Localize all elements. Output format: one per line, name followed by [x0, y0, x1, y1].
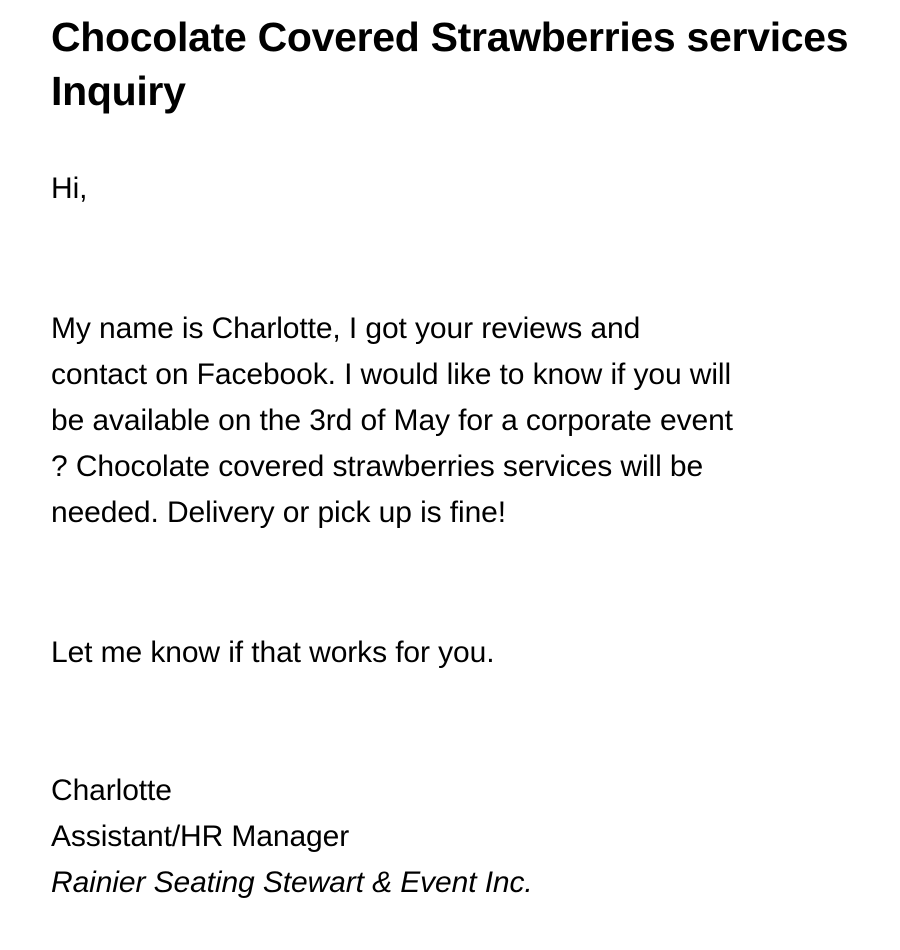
body-line: ? Chocolate covered strawberries services will be: [51, 450, 704, 483]
signature-title: Assistant/HR Manager: [51, 820, 350, 853]
email-signature: [51, 768, 871, 906]
signature-company: Rainier Seating Stewart & Event Inc.: [51, 866, 533, 899]
email-closing: Let me know if that works for you.: [51, 636, 495, 669]
email-body-paragraph: [51, 306, 871, 536]
body-line: My name is Charlotte, I got your reviews and: [51, 312, 641, 345]
signature-name: Charlotte: [51, 774, 172, 807]
body-line: be available on the 3rd of May for a corporate event: [51, 404, 733, 437]
body-line: needed. Delivery or pick up is fine!: [51, 496, 506, 529]
email-greeting: Hi,: [51, 172, 88, 205]
body-line: contact on Facebook. I would like to know if you will: [51, 358, 732, 391]
email-subject: Chocolate Covered Strawberries services Inquiry: [51, 14, 849, 114]
